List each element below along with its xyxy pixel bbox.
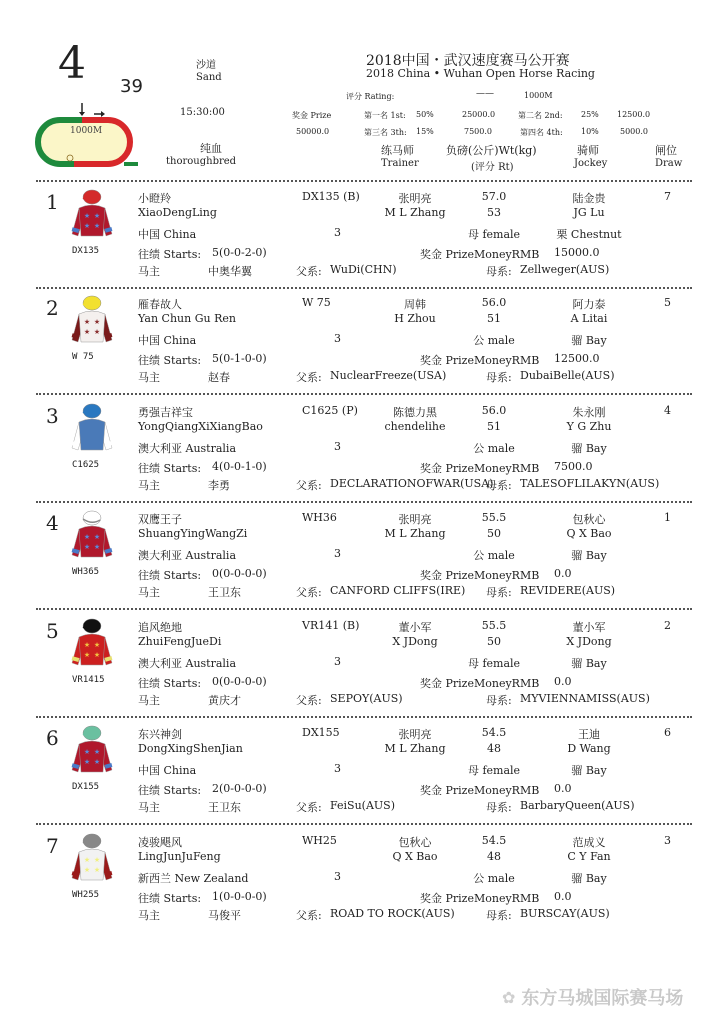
silk-code: C1625 [72, 460, 100, 470]
jockey-silk-icon [70, 294, 114, 346]
svg-text:★: ★ [83, 533, 91, 541]
horse-country: 澳大利亚 Australia [138, 442, 237, 455]
sire-label: 父系: [296, 694, 322, 707]
horse-name-cn: 勇强吉祥宝 [138, 406, 193, 419]
jockey-silk-icon [70, 402, 114, 454]
prize-total: 50000.0 [296, 127, 330, 136]
svg-text:★: ★ [83, 748, 91, 756]
trainer-en: M L Zhang [384, 206, 446, 219]
entry-row [0, 505, 720, 612]
prize-3-amount: 7500.0 [464, 127, 492, 136]
prize-3-label: 第三名 3th: [364, 128, 407, 137]
svg-text:★: ★ [93, 758, 101, 766]
surface-cn: 沙道 [196, 60, 216, 71]
sire-value: NuclearFreeze(USA) [330, 369, 447, 382]
jockey-en: D Wang [567, 742, 611, 755]
silk-code: DX155 [72, 782, 100, 792]
horse-age: 3 [334, 655, 341, 668]
rating: 48 [487, 742, 501, 755]
race-index: 39 [120, 76, 143, 97]
horse-age: 3 [334, 332, 341, 345]
col-draw-cn: 闸位 [655, 144, 677, 157]
prize-4-amount: 5000.0 [620, 127, 648, 136]
sex: 母 female [467, 764, 521, 777]
col-jockey-en: Jockey [574, 158, 608, 169]
horse-number: 7 [46, 834, 59, 858]
horse-country: 中国 China [138, 334, 197, 347]
svg-text:★: ★ [93, 212, 101, 220]
starts-label: 往绩 Starts: [138, 569, 202, 582]
horse-color: 骝 Bay [571, 549, 607, 562]
horse-code: WH25 [302, 834, 337, 847]
jockey-cn: 范成义 [572, 836, 606, 849]
horse-number: 2 [46, 296, 59, 320]
sex: 公 male [473, 442, 515, 455]
dam-label: 母系: [486, 479, 512, 492]
horse-number: 6 [46, 726, 59, 750]
owner-label: 马主 [138, 909, 160, 922]
owner-value: 王卫东 [208, 801, 241, 814]
horse-age: 3 [334, 762, 341, 775]
starts-value: 4(0-0-1-0) [212, 460, 267, 473]
svg-text:★: ★ [93, 533, 101, 541]
dam-value: BarbaryQueen(AUS) [520, 799, 635, 812]
horse-number: 3 [46, 404, 59, 428]
dam-label: 母系: [486, 371, 512, 384]
dam-label: 母系: [486, 801, 512, 814]
horse-name-en: ZhuiFengJueDi [138, 635, 222, 648]
rating: 48 [487, 850, 501, 863]
sire-value: SEPOY(AUS) [330, 692, 403, 705]
starts-value: 2(0-0-0-0) [212, 782, 267, 795]
horse-name-cn: 凌骏飓风 [138, 836, 182, 849]
owner-value: 李勇 [208, 479, 230, 492]
owner-value: 王卫东 [208, 586, 241, 599]
trainer-cn: 周韩 [404, 298, 426, 311]
prize-money-value: 15000.0 [554, 246, 600, 259]
svg-text:★: ★ [83, 318, 91, 326]
horse-country: 中国 China [138, 228, 197, 241]
watermark [502, 984, 683, 1010]
wechat-icon: ✿ [502, 987, 516, 1007]
dam-label: 母系: [486, 694, 512, 707]
dam-value: BURSCAY(AUS) [520, 907, 610, 920]
horse-age: 3 [334, 440, 341, 453]
horse-name-cn: 双鹰王子 [138, 513, 182, 526]
horse-number: 1 [46, 190, 59, 214]
col-weight-cn: 负磅(公斤)Wt(kg) [446, 144, 537, 157]
jockey-silk-icon [70, 832, 114, 884]
svg-text:★: ★ [93, 748, 101, 756]
starts-value: 5(0-0-2-0) [212, 246, 267, 259]
horse-name-en: LingJunJuFeng [138, 850, 221, 863]
trainer-en: X JDong [392, 635, 438, 648]
trainer-en: H Zhou [394, 312, 436, 325]
horse-country: 澳大利亚 Australia [138, 657, 237, 670]
prize-2-pct: 25% [581, 110, 599, 119]
jockey-cn: 包秋心 [572, 513, 606, 526]
col-jockey-cn: 骑师 [577, 144, 599, 157]
svg-text:★: ★ [93, 641, 101, 649]
svg-text:★: ★ [93, 856, 101, 864]
owner-value: 赵春 [208, 371, 230, 384]
rating: 50 [487, 527, 501, 540]
starts-value: 0(0-0-0-0) [212, 675, 267, 688]
owner-label: 马主 [138, 801, 160, 814]
weight: 54.5 [481, 726, 507, 739]
svg-text:★: ★ [83, 856, 91, 864]
track-diagram-icon [34, 100, 144, 172]
draw: 2 [664, 619, 671, 632]
weight: 55.5 [481, 511, 507, 524]
track-distance: 1000M [70, 126, 103, 136]
horse-number: 5 [46, 619, 59, 643]
race-number: 4 [58, 38, 86, 89]
jockey-en: Q X Bao [566, 527, 612, 540]
jockey-cn: 董小军 [572, 621, 606, 634]
trainer-cn: 包秋心 [398, 836, 432, 849]
entry-row [0, 290, 720, 397]
divider [36, 180, 692, 182]
trainer-cn: 张明亮 [398, 192, 432, 205]
prize-money-label: 奖金 PrizeMoneyRMB [420, 462, 540, 475]
entry-row [0, 398, 720, 505]
jockey-en: X JDong [566, 635, 612, 648]
weight: 57.0 [481, 190, 507, 203]
prize-money-value: 0.0 [554, 567, 572, 580]
sire-label: 父系: [296, 371, 322, 384]
dam-value: REVIDERE(AUS) [520, 584, 616, 597]
draw: 4 [664, 404, 671, 417]
weight: 55.5 [481, 619, 507, 632]
sire-label: 父系: [296, 909, 322, 922]
silk-code: WH255 [72, 890, 100, 900]
horse-code: VR141 (B) [302, 619, 360, 632]
trainer-cn: 董小军 [398, 621, 432, 634]
dam-value: Zellweger(AUS) [520, 263, 610, 276]
prize-money-label: 奖金 PrizeMoneyRMB [420, 892, 540, 905]
prize-money-label: 奖金 PrizeMoneyRMB [420, 784, 540, 797]
draw: 5 [664, 296, 671, 309]
divider [36, 608, 692, 610]
entry-row [0, 613, 720, 720]
jockey-silk-icon [70, 509, 114, 561]
horse-name-cn: 东兴神剑 [138, 728, 182, 741]
dam-label: 母系: [486, 586, 512, 599]
title-en: 2018 China • Wuhan Open Horse Racing [366, 67, 595, 80]
silk-code: W 75 [72, 352, 94, 362]
trainer-en: M L Zhang [384, 527, 446, 540]
svg-text:★: ★ [83, 436, 91, 444]
sex: 公 male [473, 549, 515, 562]
owner-value: 中奥华翼 [208, 265, 252, 278]
col-trainer-cn: 练马师 [381, 144, 414, 157]
horse-color: 骝 Bay [571, 872, 607, 885]
entry-row [0, 720, 720, 827]
prize-money-label: 奖金 PrizeMoneyRMB [420, 248, 540, 261]
rating: 50 [487, 635, 501, 648]
draw: 6 [664, 726, 671, 739]
horse-code: WH36 [302, 511, 337, 524]
svg-text:★: ★ [83, 641, 91, 649]
sire-label: 父系: [296, 265, 322, 278]
owner-label: 马主 [138, 371, 160, 384]
rating: 51 [487, 312, 501, 325]
horse-color: 栗 Chestnut [556, 228, 622, 241]
trainer-en: Q X Bao [392, 850, 438, 863]
prize-money-value: 0.0 [554, 890, 572, 903]
owner-label: 马主 [138, 265, 160, 278]
rating: 53 [487, 206, 501, 219]
horse-name-en: DongXingShenJian [138, 742, 243, 755]
horse-name-cn: 雁春故人 [138, 298, 182, 311]
starts-label: 往绩 Starts: [138, 677, 202, 690]
breed-en: thoroughbred [166, 156, 237, 167]
jockey-cn: 陆金贵 [572, 192, 606, 205]
horse-name-cn: 小瞪羚 [138, 192, 171, 205]
owner-label: 马主 [138, 479, 160, 492]
starts-label: 往绩 Starts: [138, 462, 202, 475]
jockey-cn: 阿力泰 [572, 298, 606, 311]
prize-money-label: 奖金 PrizeMoneyRMB [420, 354, 540, 367]
dam-value: DubaiBelle(AUS) [520, 369, 615, 382]
jockey-silk-icon [70, 724, 114, 776]
trainer-cn: 陈德力黑 [393, 406, 437, 419]
starts-label: 往绩 Starts: [138, 892, 202, 905]
svg-text:★: ★ [83, 651, 91, 659]
svg-text:★: ★ [83, 328, 91, 336]
horse-name-en: YongQiangXiXiangBao [138, 420, 263, 433]
prize-1-label: 第一名 1st: [364, 111, 406, 120]
sire-label: 父系: [296, 586, 322, 599]
prize-money-value: 12500.0 [554, 352, 600, 365]
dam-label: 母系: [486, 909, 512, 922]
horse-age: 3 [334, 547, 341, 560]
draw: 1 [664, 511, 671, 524]
sire-label: 父系: [296, 479, 322, 492]
horse-code: C1625 (P) [302, 404, 358, 417]
svg-text:★: ★ [93, 328, 101, 336]
sex: 母 female [467, 228, 521, 241]
horse-code: DX135 (B) [302, 190, 360, 203]
horse-name-en: ShuangYingWangZi [138, 527, 248, 540]
rating-label: 评分 Rating: [346, 92, 395, 101]
prize-label: 奖金 Prize [292, 111, 332, 120]
jockey-cn: 朱永刚 [572, 406, 606, 419]
col-trainer-en: Trainer [381, 158, 419, 169]
rating-value: —— [476, 89, 494, 99]
svg-text:★: ★ [93, 866, 101, 874]
col-weight-en: (评分 Rt) [471, 162, 514, 173]
sire-value: FeiSu(AUS) [330, 799, 396, 812]
owner-label: 马主 [138, 586, 160, 599]
weight: 56.0 [481, 296, 507, 309]
sire-value: ROAD TO ROCK(AUS) [330, 907, 455, 920]
starts-label: 往绩 Starts: [138, 784, 202, 797]
divider [36, 287, 692, 289]
svg-text:★: ★ [93, 436, 101, 444]
dam-value: MYVIENNAMISS(AUS) [520, 692, 650, 705]
sex: 母 female [467, 657, 521, 670]
svg-text:★: ★ [83, 758, 91, 766]
horse-name-en: Yan Chun Gu Ren [138, 312, 236, 325]
trainer-en: M L Zhang [384, 742, 446, 755]
divider [36, 393, 692, 395]
dam-label: 母系: [486, 265, 512, 278]
entry-row [0, 828, 720, 935]
svg-text:★: ★ [83, 212, 91, 220]
starts-value: 5(0-1-0-0) [212, 352, 267, 365]
trainer-en: chendelihe [384, 420, 446, 433]
jockey-en: C Y Fan [567, 850, 611, 863]
draw: 3 [664, 834, 671, 847]
prize-1-pct: 50% [416, 110, 434, 119]
horse-country: 新西兰 New Zealand [138, 872, 249, 885]
svg-text:★: ★ [83, 426, 91, 434]
divider [36, 716, 692, 718]
horse-age: 3 [334, 226, 341, 239]
starts-label: 往绩 Starts: [138, 354, 202, 367]
prize-2-label: 第二名 2nd: [518, 111, 563, 120]
jockey-silk-icon [70, 617, 114, 669]
prize-4-label: 第四名 4th: [520, 128, 563, 137]
prize-money-value: 7500.0 [554, 460, 593, 473]
svg-text:★: ★ [83, 543, 91, 551]
sire-label: 父系: [296, 801, 322, 814]
prize-money-value: 0.0 [554, 782, 572, 795]
starts-label: 往绩 Starts: [138, 248, 202, 261]
sire-value: DECLARATIONOFWAR(USA) [330, 477, 494, 490]
jockey-silk-icon [70, 188, 114, 240]
weight: 54.5 [481, 834, 507, 847]
svg-text:★: ★ [93, 318, 101, 326]
weight: 56.0 [481, 404, 507, 417]
horse-color: 骝 Bay [571, 657, 607, 670]
owner-label: 马主 [138, 694, 160, 707]
rating: 51 [487, 420, 501, 433]
breed-cn: 纯血 [200, 142, 222, 155]
prize-money-label: 奖金 PrizeMoneyRMB [420, 569, 540, 582]
col-draw-en: Draw [655, 158, 683, 169]
horse-name-cn: 追风绝地 [138, 621, 182, 634]
horse-code: DX155 [302, 726, 340, 739]
owner-value: 马俊平 [208, 909, 241, 922]
silk-code: DX135 [72, 246, 100, 256]
svg-text:★: ★ [93, 426, 101, 434]
horse-color: 骝 Bay [571, 764, 607, 777]
race-time: 15:30:00 [180, 107, 225, 118]
watermark-text: 东方马城国际赛马场 [521, 988, 684, 1009]
prize-money-value: 0.0 [554, 675, 572, 688]
surface-en: Sand [196, 72, 222, 83]
draw: 7 [664, 190, 671, 203]
jockey-cn: 王迪 [578, 728, 600, 741]
prize-4-pct: 10% [581, 127, 599, 136]
jockey-en: Y G Zhu [566, 420, 612, 433]
owner-value: 黄庆才 [208, 694, 241, 707]
svg-text:★: ★ [83, 866, 91, 874]
horse-age: 3 [334, 870, 341, 883]
trainer-cn: 张明亮 [398, 728, 432, 741]
svg-text:★: ★ [93, 222, 101, 230]
svg-text:★: ★ [83, 222, 91, 230]
prize-1-amount: 25000.0 [462, 110, 496, 119]
horse-country: 中国 China [138, 764, 197, 777]
jockey-en: JG Lu [573, 206, 605, 219]
horse-color: 骝 Bay [571, 442, 607, 455]
horse-number: 4 [46, 511, 59, 535]
distance: 1000M [524, 91, 553, 100]
prize-2-amount: 12500.0 [617, 110, 651, 119]
sire-value: CANFORD CLIFFS(IRE) [330, 584, 466, 597]
sex: 公 male [473, 334, 515, 347]
divider [36, 501, 692, 503]
prize-money-label: 奖金 PrizeMoneyRMB [420, 677, 540, 690]
svg-text:★: ★ [93, 651, 101, 659]
entry-row [0, 184, 720, 291]
horse-country: 澳大利亚 Australia [138, 549, 237, 562]
divider [36, 823, 692, 825]
jockey-en: A Litai [570, 312, 608, 325]
starts-value: 0(0-0-0-0) [212, 567, 267, 580]
prize-3-pct: 15% [416, 127, 434, 136]
sex: 公 male [473, 872, 515, 885]
horse-name-en: XiaoDengLing [138, 206, 217, 219]
trainer-cn: 张明亮 [398, 513, 432, 526]
starts-value: 1(0-0-0-0) [212, 890, 267, 903]
dam-value: TALESOFLILAKYN(AUS) [520, 477, 660, 490]
horse-color: 骝 Bay [571, 334, 607, 347]
horse-code: W 75 [302, 296, 331, 309]
silk-code: VR1415 [72, 675, 105, 685]
title-cn: 2018中国・武汉速度赛马公开赛 [366, 53, 570, 69]
sire-value: WuDi(CHN) [330, 263, 397, 276]
svg-text:★: ★ [93, 543, 101, 551]
silk-code: WH365 [72, 567, 100, 577]
